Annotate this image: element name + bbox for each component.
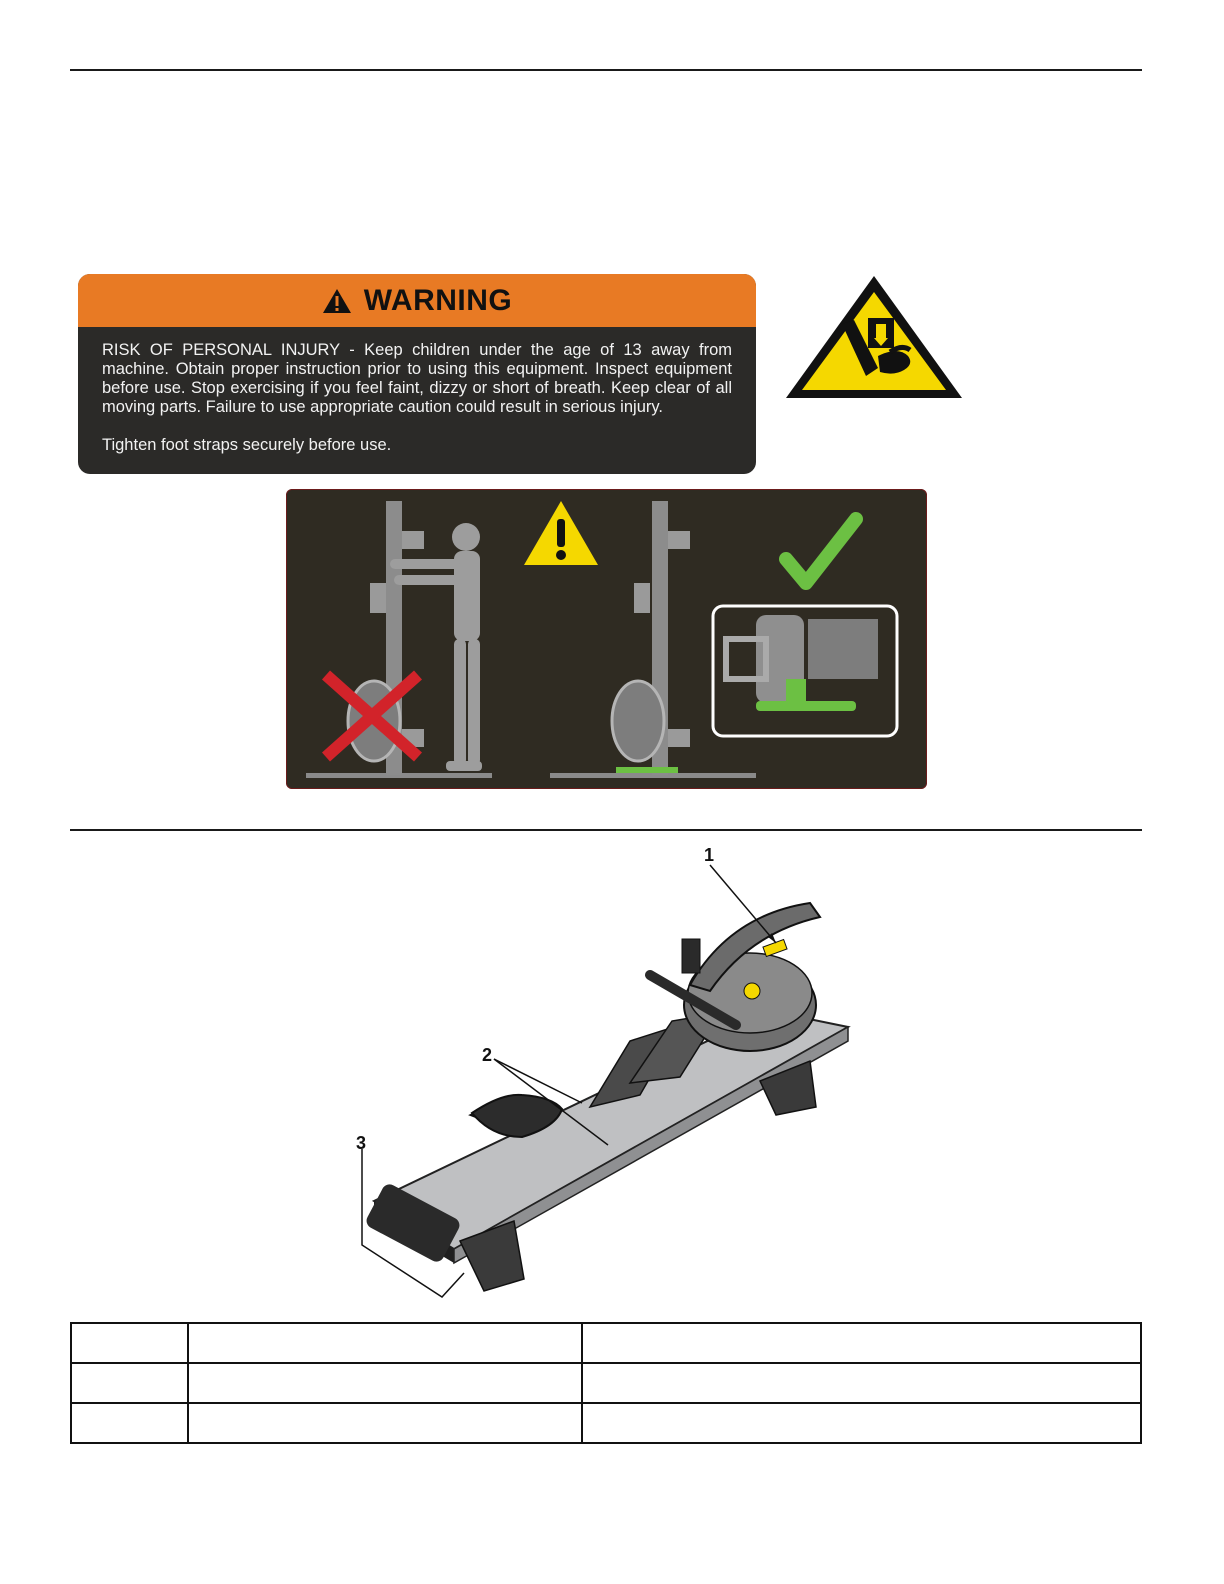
table-row [71,1323,1141,1363]
table-cell [582,1323,1141,1363]
monitor [682,939,700,973]
table-row [71,1363,1141,1403]
top-rule [70,69,1142,71]
table-cell [71,1403,188,1443]
table-cell [71,1363,188,1403]
warning-label-header [78,274,756,327]
table-cell [188,1403,582,1443]
callout-2: 2 [482,1045,493,1065]
table-cell [582,1403,1141,1443]
upright-storage-illustration [286,489,927,789]
warning-paragraph-1: RISK OF PERSONAL INJURY - Keep children under the age of 13 away from machine. Obtain proper instruction prior to using this equipment. Inspect equipment before use. Stop exercising if you feel faint, dizzy or short of breath. Keep clear of all moving parts. Failure to use appropriate caution could result in serious injury. [102,341,732,416]
warning-paragraph-2: Tighten foot straps securely before use. [102,436,392,454]
parts-table [70,1322,1142,1444]
callout-1: 1 [704,845,715,865]
green-foot-base [616,767,678,773]
section-rule [70,829,1142,831]
warning-body [78,327,756,455]
pinch-point-hazard-icon [782,272,966,404]
warning-triangle-icon [322,288,352,314]
rowing-machine-diagram [300,845,900,1305]
table-cell [71,1323,188,1363]
warning-title: WARNING [363,283,513,317]
table-cell [188,1323,582,1363]
table-cell [188,1363,582,1403]
callout-3: 3 [356,1133,367,1153]
table-row [71,1403,1141,1443]
table-cell [582,1363,1141,1403]
warning-label [78,274,756,474]
